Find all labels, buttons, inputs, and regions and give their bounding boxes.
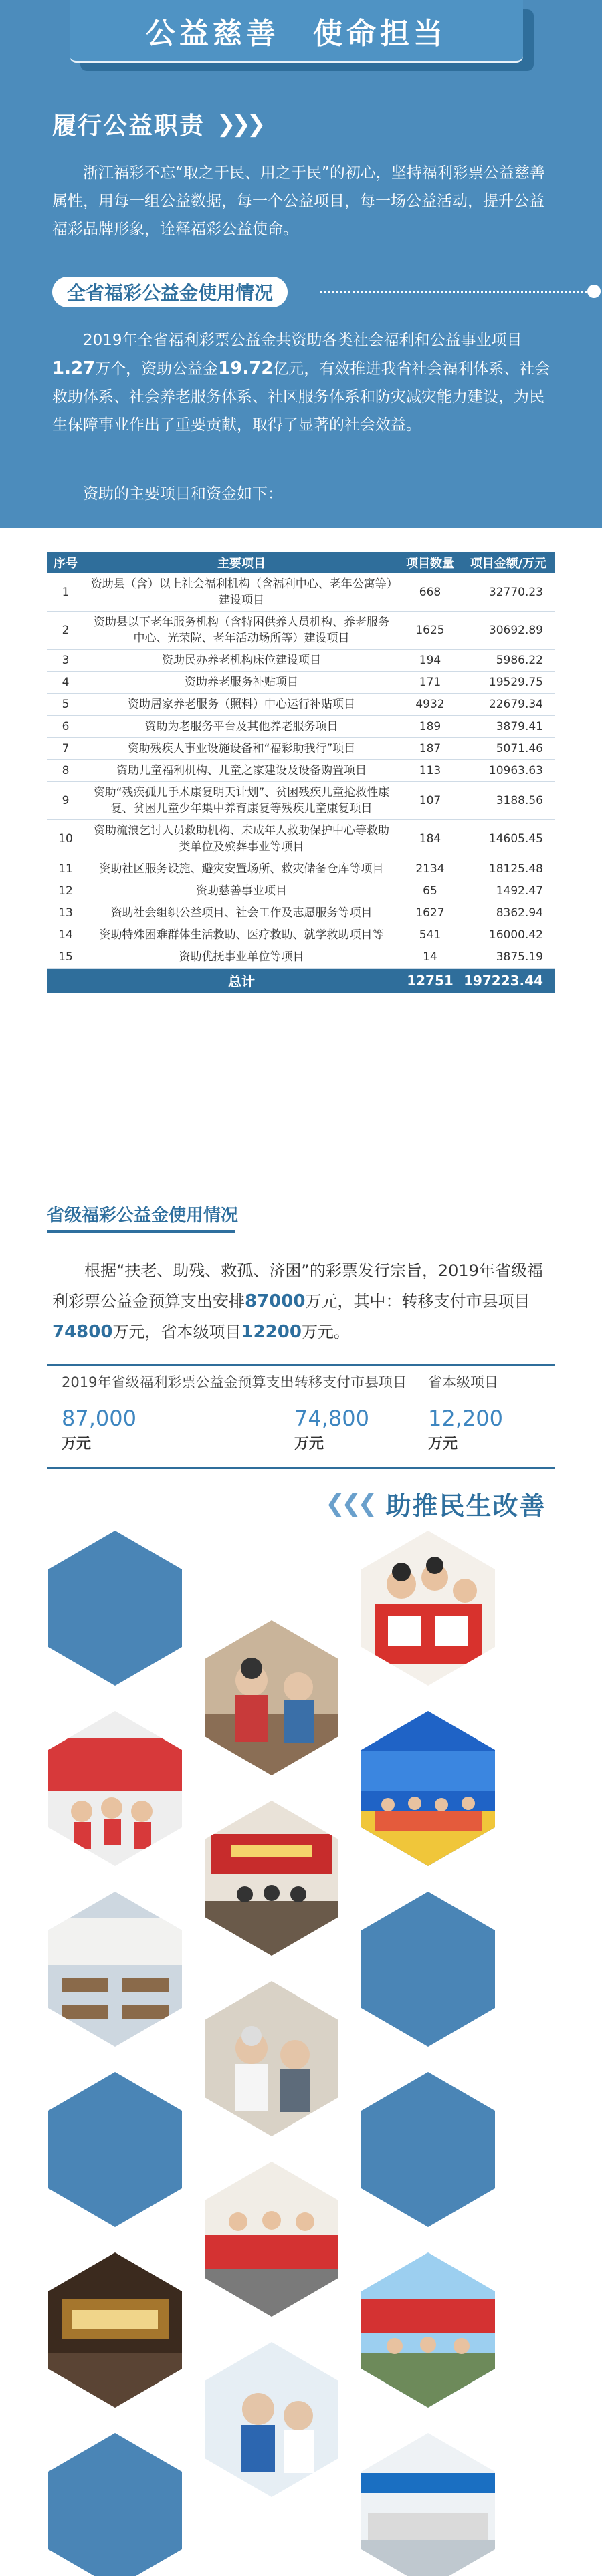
- cell-project: 资助慈善事业项目: [84, 880, 399, 902]
- cell-no: 15: [47, 946, 84, 969]
- fund-use-summary: 2019年全省福利彩票公益金共资助各类社会福利和公益事业项目1.27万个，资助公益金19.72亿元，有效推进我省社会福利体系、社会救助体系、社会养老服务体系、社区服务体系和防灾减灾能力建设，为民生保障事业作出了重要贡献，取得了显著的社会效益。: [52, 332, 550, 434]
- divider-dot: [587, 285, 601, 298]
- chevron-right-icon: ❯ ❯ ❯: [217, 110, 266, 138]
- photo-community-service: [205, 1981, 338, 2136]
- table-row: [47, 573, 555, 612]
- table-row: [47, 760, 555, 782]
- cell-count: 65: [399, 880, 462, 902]
- table-row: [47, 650, 555, 672]
- fund-use-title: 全省福彩公益金使用情况: [52, 277, 288, 307]
- cell-project: 资助县以下老年服务机构（含特困供养人员机构、养老服务中心、光荣院、老年活动场所等）建设项目: [84, 612, 399, 650]
- photo-lecture-hall-sign: [48, 2252, 182, 2408]
- stats-header-provincial: 省本级项目: [428, 1374, 498, 1390]
- cell-amount: 22679.34: [462, 694, 555, 716]
- cell-no: 11: [47, 858, 84, 880]
- banner-right-text: 使命担当: [313, 16, 447, 51]
- table-row: [47, 738, 555, 760]
- cell-no: 1: [47, 573, 84, 612]
- fund-amount: 19.72: [218, 358, 274, 378]
- photo-children-paper-cutting: [361, 1531, 495, 1686]
- cell-amount: 19529.75: [462, 672, 555, 694]
- photo-service-counter: [361, 2433, 495, 2576]
- provincial-underline: [47, 1230, 235, 1233]
- provincial-title: 省级福彩公益金使用情况: [47, 1206, 239, 1226]
- total-count: 12751: [399, 969, 462, 993]
- photo-medical-check: [205, 2342, 338, 2497]
- cell-amount: 32770.23: [462, 573, 555, 612]
- stats-provincial: 12,200 万元: [428, 1406, 503, 1452]
- stats-transfer: 74,800 万元: [294, 1406, 369, 1452]
- cell-no: 8: [47, 760, 84, 782]
- col-header-no: 序号: [47, 552, 84, 573]
- cell-amount: 10963.63: [462, 760, 555, 782]
- duty-title: 履行公益职责: [52, 112, 205, 140]
- cell-project: 资助社会组织公益项目、社会工作及志愿服务等项目: [84, 902, 399, 924]
- livelihood-heading: [325, 1485, 546, 1522]
- photo-stage-performance: [361, 1711, 495, 1866]
- photo-dining-room: [48, 1892, 182, 2047]
- stats-header-budget: 2019年省级福利彩票公益金预算支出: [62, 1374, 294, 1390]
- cell-project: 资助残疾人事业设施设备和“福彩助我行”项目: [84, 738, 399, 760]
- photo-kids-in-red-caps: [48, 1711, 182, 1866]
- cell-no: 12: [47, 880, 84, 902]
- hex-tile: [48, 1531, 182, 1686]
- cell-project: 资助儿童福利机构、儿童之家建设及设备购置项目: [84, 760, 399, 782]
- table-row: [47, 946, 555, 969]
- col-header-amount: 项目金额/万元: [462, 552, 555, 573]
- hex-tile: [361, 1892, 495, 2047]
- cell-no: 4: [47, 672, 84, 694]
- cell-no: 2: [47, 612, 84, 650]
- total-label: 总计: [84, 969, 399, 993]
- provincial-heading: [47, 1202, 238, 1227]
- cell-count: 541: [399, 924, 462, 946]
- table-row: [47, 820, 555, 858]
- cell-amount: 5071.46: [462, 738, 555, 760]
- photo-event-banner: [205, 2162, 338, 2317]
- top-band: [0, 0, 602, 528]
- cell-amount: 30692.89: [462, 612, 555, 650]
- table-row: [47, 782, 555, 820]
- photo-elderly-care: [205, 1620, 338, 1775]
- cell-no: 5: [47, 694, 84, 716]
- banner-left-text: 公益慈善: [146, 16, 280, 51]
- projects-count: 1.27: [52, 358, 96, 378]
- cell-amount: 5986.22: [462, 650, 555, 672]
- stats-value-row: [47, 1398, 555, 1469]
- table-row: [47, 612, 555, 650]
- cell-count: 668: [399, 573, 462, 612]
- page-banner: [70, 0, 523, 63]
- cell-count: 4932: [399, 694, 462, 716]
- fund-use-heading: [52, 277, 561, 310]
- cell-count: 2134: [399, 858, 462, 880]
- projects-table: [47, 552, 555, 993]
- table-row: [47, 902, 555, 924]
- table-row: [47, 924, 555, 946]
- cell-project: 资助养老服务补贴项目: [84, 672, 399, 694]
- duty-heading: [52, 107, 266, 141]
- cell-no: 10: [47, 820, 84, 858]
- table-header-row: [47, 552, 555, 573]
- hex-tile: [48, 2072, 182, 2227]
- cell-count: 1627: [399, 902, 462, 924]
- total-amount: 197223.44: [462, 969, 555, 993]
- cell-no: 7: [47, 738, 84, 760]
- photo-outdoor-ceremony: [361, 2252, 495, 2408]
- table-row: [47, 858, 555, 880]
- cell-count: 113: [399, 760, 462, 782]
- cell-project: 资助“残疾孤儿手术康复明天计划”、贫困残疾儿童抢救性康复、贫困儿童少年集中养育康复等残疾儿童康复项目: [84, 782, 399, 820]
- chevron-left-icon: ❮ ❮ ❮: [325, 1490, 378, 1517]
- table-total-row: [47, 969, 555, 993]
- cell-project: 资助为老服务平台及其他养老服务项目: [84, 716, 399, 738]
- cell-count: 189: [399, 716, 462, 738]
- provincial-summary: 根据“扶老、助残、救孤、济困”的彩票发行宗旨，2019年省级福利彩票公益金预算支出安排87000万元，其中：转移支付市县项目74800万元，省本级项目12200万元。: [52, 1261, 543, 1342]
- cell-project: 资助流浪乞讨人员救助机构、未成年人救助保护中心等救助类单位及殡葬事业等项目: [84, 820, 399, 858]
- col-header-project: 主要项目: [84, 552, 399, 573]
- stats-header-row: [47, 1364, 555, 1398]
- cell-count: 14: [399, 946, 462, 969]
- cell-amount: 1492.47: [462, 880, 555, 902]
- cell-project: 资助民办养老机构床位建设项目: [84, 650, 399, 672]
- cell-project: 资助社区服务设施、避灾安置场所、救灾储备仓库等项目: [84, 858, 399, 880]
- cell-count: 187: [399, 738, 462, 760]
- cell-amount: 8362.94: [462, 902, 555, 924]
- cell-no: 13: [47, 902, 84, 924]
- cell-count: 184: [399, 820, 462, 858]
- cell-project: 资助居家养老服务（照料）中心运行补贴项目: [84, 694, 399, 716]
- main-projects-intro: 资助的主要项目和资金如下：: [83, 485, 283, 503]
- cell-count: 171: [399, 672, 462, 694]
- cell-amount: 14605.45: [462, 820, 555, 858]
- photo-ceremony-hall: [205, 1801, 338, 1956]
- table-row: [47, 694, 555, 716]
- livelihood-title: 助推民生改善: [385, 1491, 546, 1521]
- cell-project: 资助特殊困难群体生活救助、医疗救助、就学救助项目等: [84, 924, 399, 946]
- cell-amount: 3875.19: [462, 946, 555, 969]
- cell-count: 107: [399, 782, 462, 820]
- cell-project: 资助优抚事业单位等项目: [84, 946, 399, 969]
- cell-project: 资助县（含）以上社会福利机构（含福利中心、老年公寓等）建设项目: [84, 573, 399, 612]
- stats-header-transfer: 转移支付市县项目: [294, 1374, 407, 1390]
- cell-amount: 3188.56: [462, 782, 555, 820]
- table-row: [47, 880, 555, 902]
- table-row: [47, 672, 555, 694]
- hex-tile: [361, 2072, 495, 2227]
- cell-no: 6: [47, 716, 84, 738]
- cell-amount: 16000.42: [462, 924, 555, 946]
- cell-no: 14: [47, 924, 84, 946]
- dotted-divider: [320, 291, 587, 293]
- col-header-count: 项目数量: [399, 552, 462, 573]
- provincial-stats: [47, 1364, 555, 1469]
- cell-no: 3: [47, 650, 84, 672]
- table-row: [47, 716, 555, 738]
- duty-intro: 浙江福彩不忘“取之于民、用之于民”的初心，坚持福利彩票公益慈善属性，用每一组公益数据，每一个公益项目，每一场公益活动，提升公益福彩品牌形象，诠释福彩公益使命。: [52, 164, 545, 238]
- cell-count: 194: [399, 650, 462, 672]
- cell-amount: 18125.48: [462, 858, 555, 880]
- hex-tile: [48, 2433, 182, 2576]
- cell-count: 1625: [399, 612, 462, 650]
- stats-budget: 87,000 万元: [62, 1406, 136, 1452]
- cell-amount: 3879.41: [462, 716, 555, 738]
- cell-no: 9: [47, 782, 84, 820]
